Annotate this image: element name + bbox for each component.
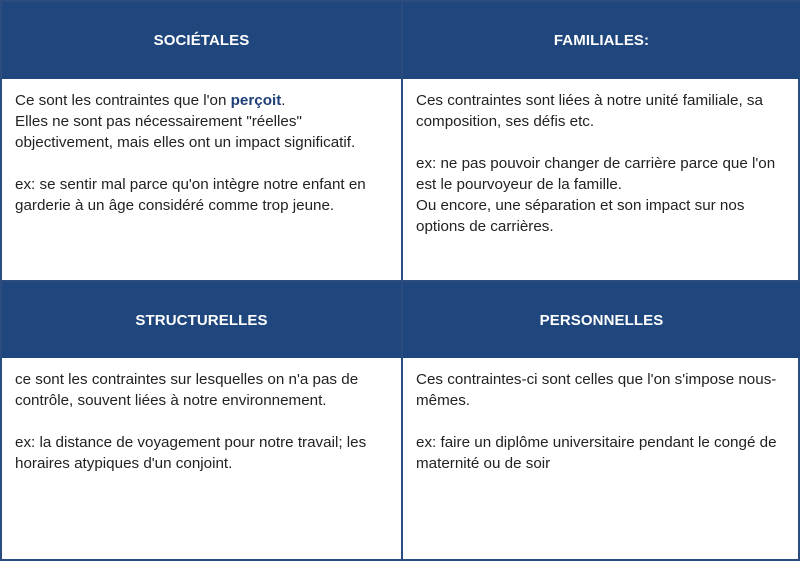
structurelles-example: ex: la distance de voyagement pour notre travail; les horaires atypiques d'un conjoint. (15, 434, 367, 472)
structurelles-text1: ce sont les contraintes sur lesquelles on n'a pas de contrôle, souvent liées à notre environnement. (15, 371, 359, 409)
familiales-example2: Ou encore, une séparation et son impact sur nos options de carrières. (416, 197, 745, 235)
familiales-example1: ex: ne pas pouvoir changer de carrière parce que l'on est le pourvoyeur de la famille. (416, 155, 776, 193)
familiales-text1: Ces contraintes sont liées à notre unité familiale, sa composition, ses défis etc. (416, 92, 763, 130)
header-familiales-label: FAMILIALES: (553, 32, 650, 49)
societales-line2: Elles ne sont pas nécessairement "réelles" objectivement, mais elles ont un impact significatif. (15, 113, 356, 151)
personnelles-example: ex: faire un diplôme universitaire pendant le congé de maternité ou de soir (416, 434, 777, 472)
cell-societales (2, 79, 401, 281)
header-societales-label: SOCIÉTALES (153, 32, 250, 49)
societales-emphasis: perçoit (230, 92, 282, 109)
header-personnelles (403, 282, 800, 358)
personnelles-text1: Ces contraintes-ci sont celles que l'on s'impose nous-mêmes. (416, 371, 777, 409)
cell-structurelles (2, 358, 401, 561)
header-personnelles-label: PERSONNELLES (539, 311, 664, 329)
header-familiales (403, 2, 800, 79)
horizontal-divider (2, 280, 800, 282)
cell-familiales (403, 79, 800, 281)
societales-line1-before: Ce sont les contraintes que l'on (15, 92, 231, 109)
header-societales (2, 2, 401, 79)
societales-example: ex: se sentir mal parce qu'on intègre notre enfant en garderie à un âge considéré comme trop jeune. (15, 176, 366, 214)
header-structurelles-label: STRUCTURELLES (135, 311, 268, 329)
header-structurelles (2, 282, 401, 358)
cell-personnelles (403, 358, 800, 561)
societales-line1 (15, 90, 389, 111)
societales-line1-after: . (281, 92, 286, 109)
